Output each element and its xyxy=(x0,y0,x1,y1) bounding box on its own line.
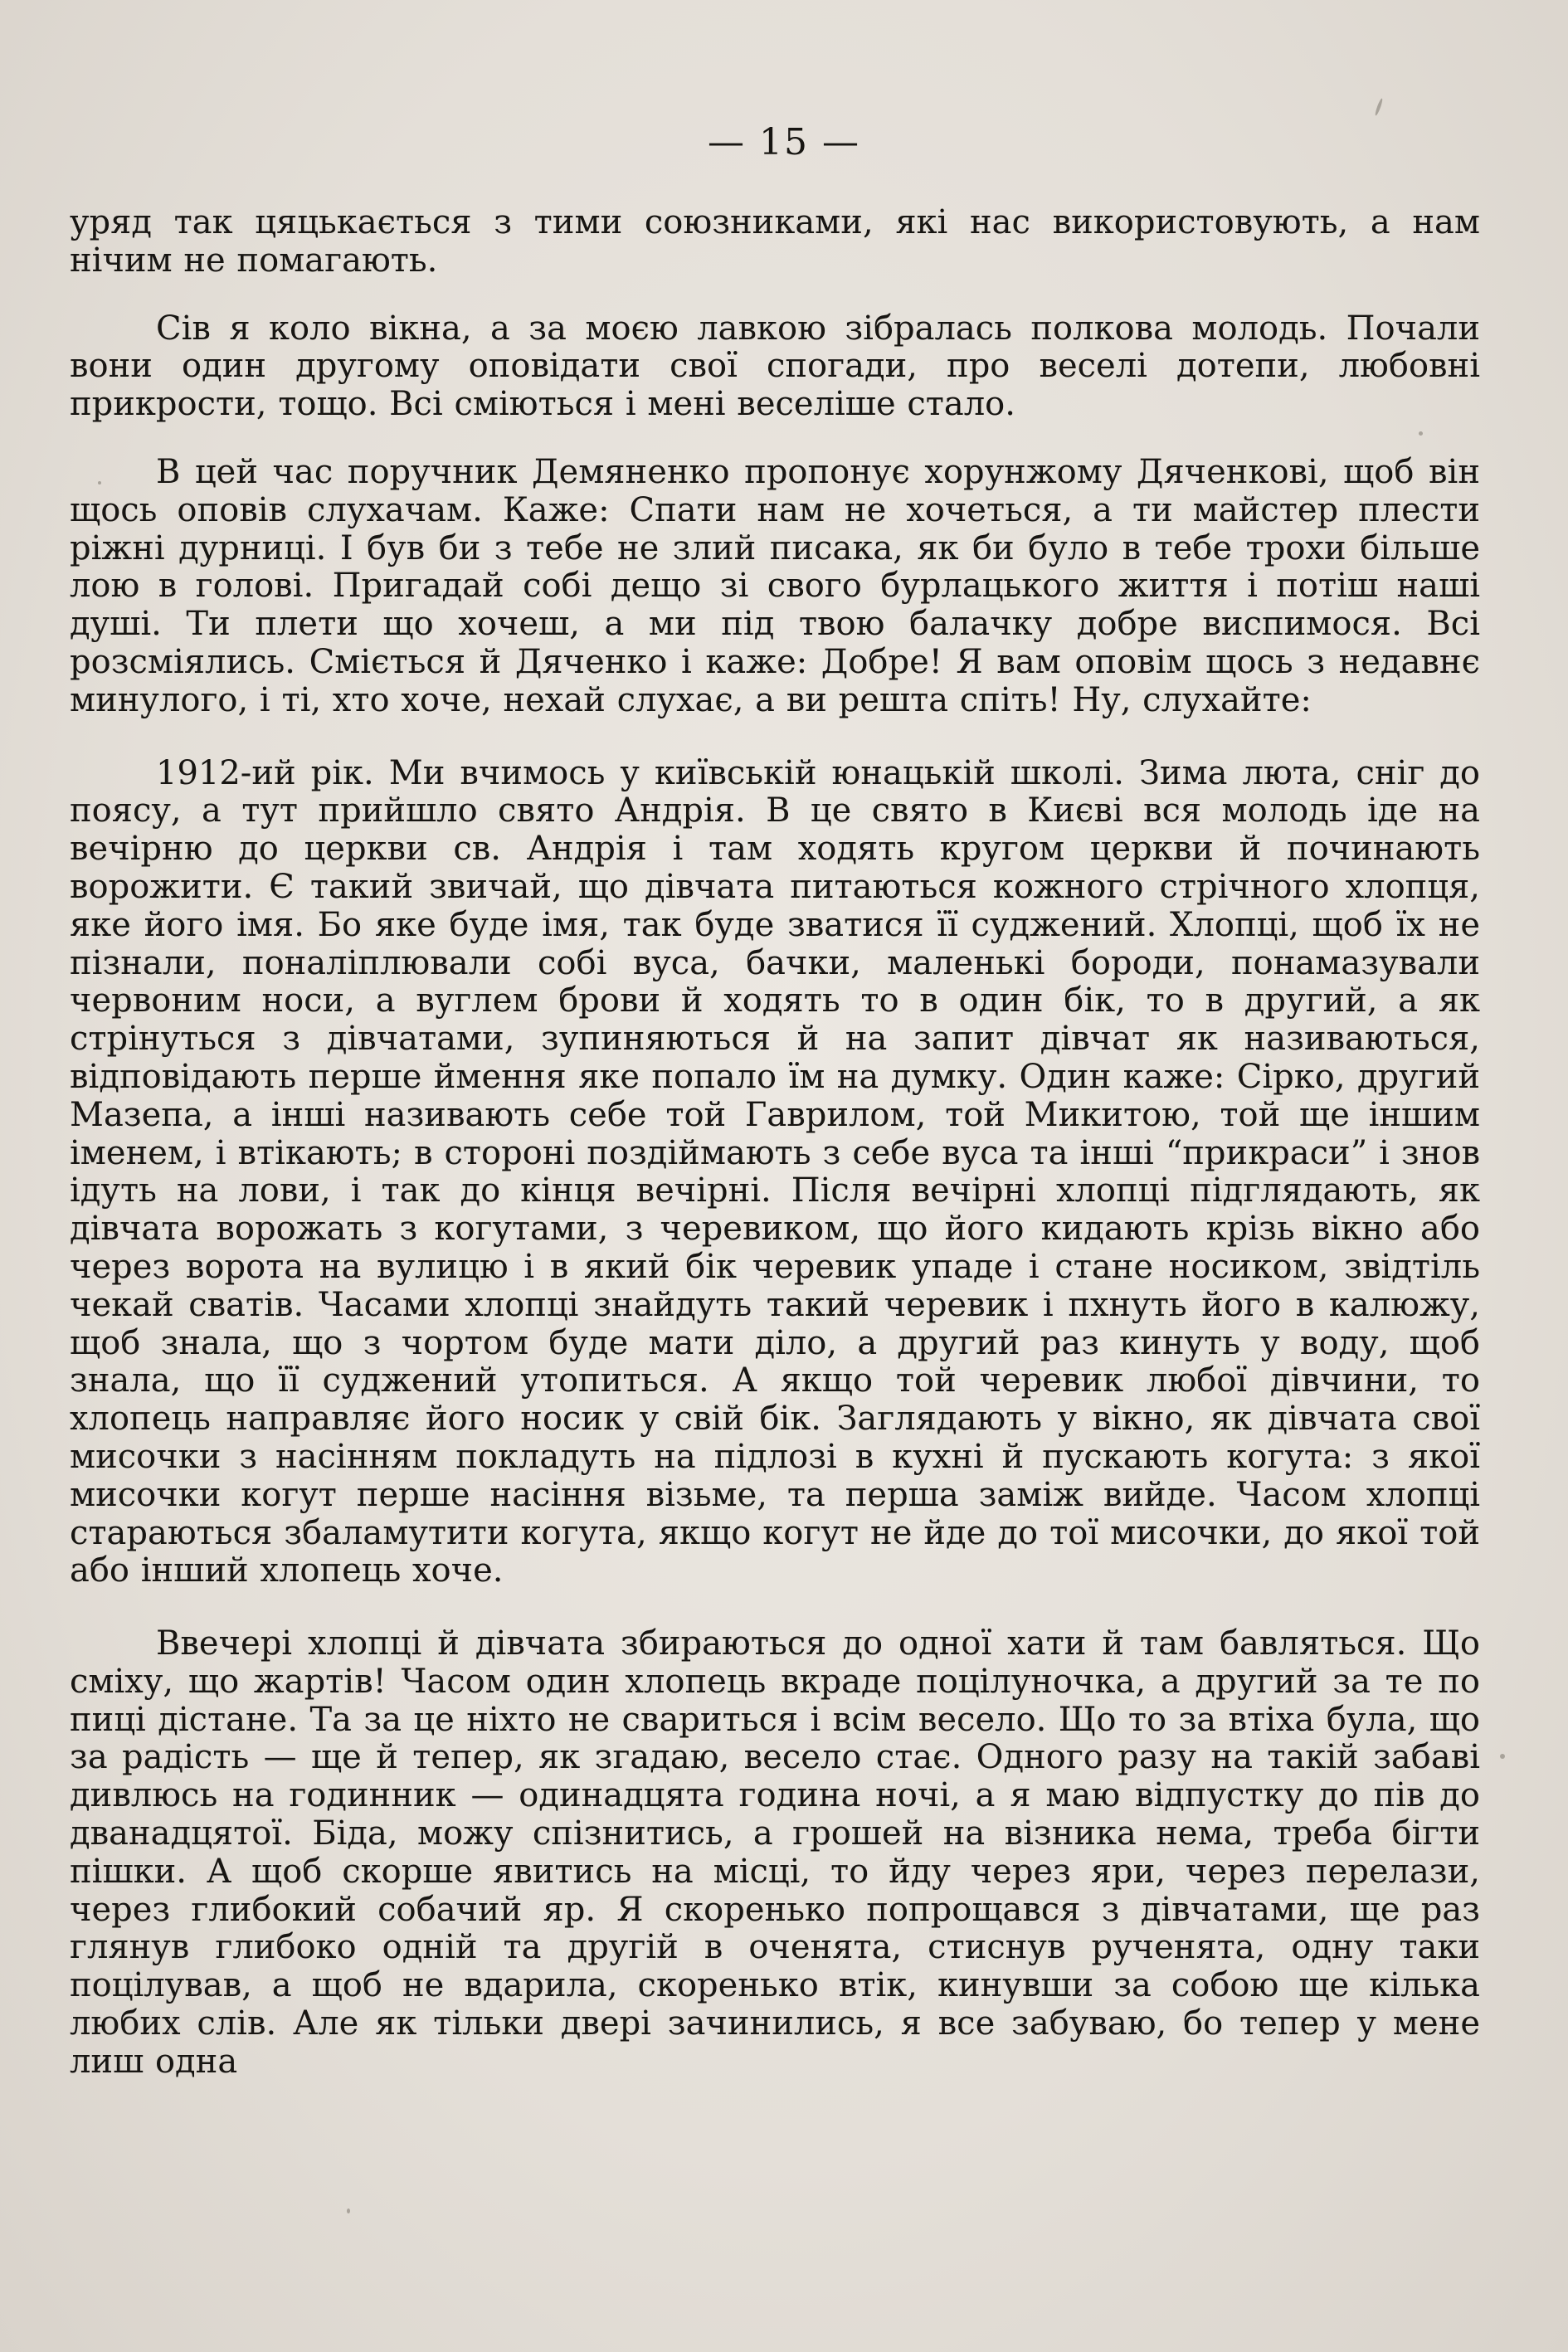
paper-speck xyxy=(98,481,101,485)
paper-speck xyxy=(347,2208,350,2213)
page-number: — 15 — xyxy=(708,121,860,163)
paper-speck xyxy=(1500,1754,1505,1759)
paragraph-5: Ввечері хлопці й дівчата збираються до одної хати й там бавляться. Що сміху, що жартів! Часом один хлопець вкраде поцілуночка, а другий за те по пиці дістане. Та за це ніхто не свариться і всім весело. Що то за втіха була, що за радість — ще й тепер, як згадаю, весело стає. Одного разу на такій забаві дивлюсь на годинник — одинадцята година ночі, а я маю відпустку до пів до дванадцятої. Біда, можу спізнитись, а грошей на візника нема, треба бігти пішки. А щоб скорше явитись на місці, то йду через яри, через перелази, через глибокий собачий яр. Я скоренько попрощався з дівчатами, ще раз глянув глибоко одній та другій в оченята, стиснув рученята, одну таки поцілував, а щоб не вдарила, скоренько втік, кинувши за собою ще кілька любих слів. Але як тільки двері зачинились, я все забуваю, бо тепер у мене лиш одна xyxy=(70,1624,1480,2081)
paper-speck xyxy=(1374,98,1383,116)
paper-speck xyxy=(1419,431,1423,436)
paragraph-2: Сів я коло вікна, а за моєю лавкою зібралась полкова молодь. Почали вони один другому оповідати свої спогади, про веселі дотепи, любовні прикрости, тощо. Всі сміються і мені веселіше стало. xyxy=(70,309,1480,424)
paragraph-1: уряд так цяцькається з тими союзниками, які нас використовують, а нам нічим не помагають. xyxy=(70,203,1480,280)
paragraph-4: 1912-ий рік. Ми вчимось у київській юнацькій школі. Зима люта, сніг до поясу, а тут прийшло свято Андрія. В це свято в Києві вся молодь іде на вечірню до церкви св. Андрія і там ходять кругом церкви й починають ворожити. Є такий звичай, що дівчата питаються кожного стрічного хлопця, яке його імя. Бо яке буде імя, так буде зватися її суджений. Хлопці, щоб їх не пізнали, поналіплювали собі вуса, бачки, маленькі бороди, понамазували червоним носи, а вуглем брови й ходять то в один бік, то в другий, а як стрінуться з дівчатами, зупиняються й на запит дівчат як називаються, відповідають перше ймення яке попало їм на думку. Один каже: Сірко, другий Мазепа, а інші називають себе той Гаврилом, той Микитою, той ще іншим іменем, і втікають; в стороні поздіймають з себе вуса та інші “прикраси” і знов ідуть на лови, і так до кінця вечірні. Після вечірні хлопці підглядають, як дівчата ворожать з когутами, з черевиком, що його кидають крізь вікно або через ворота на вулицю і в який бік черевик упаде і стане носиком, звідтіль чекай сватів. Часами хлопці знайдуть такий черевик і пхнуть його в калюжу, щоб знала, що з чортом буде мати діло, а другий раз кинуть у воду, щоб знала, що її суджений утопиться. А якщо той черевик любої дівчини, то хлопець направляє його носик у свій бік. Заглядають у вікно, як дівчата свої мисочки з насінням покладуть на підлозі в кухні й пускають когута: з якої мисочки когут перше насіння візьме, та перша заміж вийде. Часом хлопці стараються збаламутити когута, якщо когут не йде до тої мисочки, до якої той або інший хлопець хоче. xyxy=(70,753,1480,1590)
paragraph-3: В цей час поручник Демяненко пропонує хорунжому Дяченкові, щоб він щось оповів слухачам. Каже: Спати нам не хочеться, а ти майстер плести ріжні дурниці. І був би з тебе не злий писака, як би було в тебе трохи більше лою в голові. Пригадай собі дещо зі свого бурлацького життя і потіш наші душі. Ти плети що хочеш, а ми під твою балачку добре виспимося. Всі розсміялись. Сміється й Дяченко і каже: Добре! Я вам оповім щось з недавнє минулого, і ті, хто хоче, нехай слухає, а ви решта спіть! Ну, слухайте: xyxy=(70,452,1480,719)
page-text xyxy=(70,204,1480,2082)
